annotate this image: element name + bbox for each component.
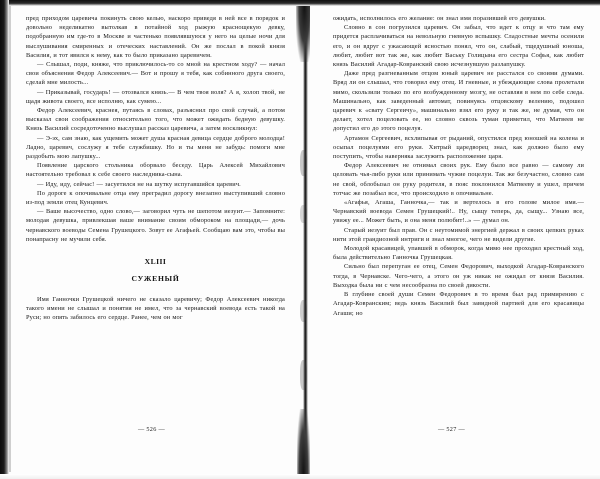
scan-speck [300,205,307,223]
paragraph: Молодой красавицей, упавшей в обморок, когда мимо нее проходил крестный ход, была действительно Ганночка Грушецкая. [333,245,584,262]
paragraph: Сильно был перепуган ее отец, Семен Федорович, выходкой Агадар-Ковранского тогда, в Чернавске. Чего-чего, а этого он уж никак не ожидал от князя Василия. Выходка была ни с чем несообразна по своей дикости. [333,263,584,289]
paragraph: Артамон Сергеевич, всхлипывая от рыданий, опустился пред юношей на колена и осыпал поцелуями его руки. Хитрый царедворец знал, как должно было ему поступить, чтобы наверняка заслужить расположение царя. [333,134,584,161]
left-page-body [26,14,285,244]
scan-speck [300,300,307,322]
paragraph: — Приказывай, государь! — отозвался князь.— В чем твоя воля? А я, холоп твой, не щадя живота своего, все исполню, как сумею... [26,88,285,105]
chapter-title: СУЖЕНЫЙ [131,274,180,284]
right-page [303,0,600,479]
scan-edge-bottom [0,474,600,479]
scan-edge-left [0,0,9,479]
scan-speck [300,360,307,390]
left-page-body-after-chapter [26,295,285,323]
paragraph: ожидать, исполнилось его желание: он знал имя поразившей его девушки. [333,15,546,22]
paragraph: — Иду, иду, сейчас! — засуетился не на шутку испугавшийся царевич. [37,180,241,188]
chapter-number: XLIII [144,257,167,267]
paragraph: Даже пред разгневанным отцом юный царевич не расстался со своими думами. Вряд ли он слышал, что говорил ему отец. И гневные, и убеждающие слова пролетали мимо, скользили только по его возбужденному мозгу, не оставляя в нем по себе следа. Машинально, как заведенный автомат, повинуясь отцовскому велению, подошел царевич к «свату Сергеичу», машинально взял его руку и так же, не думая, что он делает, хотел поцеловать ее, но словно сквозь туман приметил, что Матвеев не допустил его до этого поцелуя. [333,70,584,133]
paragraph: Появление царского стольника оборвало беседу. Царь Алексей Михайлович настоятельно требовал к себе своего наследника-сына. [26,162,285,179]
binding-gutter [303,0,308,479]
binding-shadow-top [296,0,310,62]
paragraph: Федор Алексеевич, краснея, путаясь в словах, разъяснил про свой случай, а потом высказал свои соображения относительно того, что может ожидать бедную девушку. Князь Василий сосредоточенно выслушал рассказ царевича, а затем воскликнул: [26,107,285,133]
page-number-right: — 527 — [438,426,465,433]
paragraph: — Слышал, поди, княже, что приключилось-то со мной на крестном ходу? — начал свои объяснения Федор Алексеевич.— Вот и прошу я тебя, как собинного друга своего, сделай мне милость... [26,61,285,87]
paragraph: По дороге к опочивальне отца ему преградил дорогу внезапно выступивший словно из-под земли отец Кунцевич. [26,189,285,207]
paragraph: пред приходом царевича покинуть свою келью, наскоро приведя в ней все в порядок и довольно неделикатно вытолкав в потайной ход рыжую краснощекую девку, подобранную им где-то в Москве и частенько появлявшуюся у него на целые ночи для выслушивания смиренных и отеческих наставлений. Он же послал в покой князя Василия, и тот явился к нему, как то было приказано царевичем. [26,15,285,59]
right-page-body [333,14,584,318]
scan-speck [300,150,307,176]
paragraph: Федор Алексеевич не отнимал своих рук. Ему было все равно — самому ли целовать чья-либо руки или принимать чужие поцелуи. Так же безучастно, словно сам не свой, облобызал он руку родителя, в пояс поклонился Матвееву и ушел, причем тотчас же позабыл все, что происходило в опочивальне. [333,162,584,197]
paragraph: — Ваше высочество, одно слово,— заговорил чуть не шепотом иезуит.— Запомните: молодая девушка, привлекшая ваше внимание своим обмороком на площади,— дочь чернавского воеводы Семена Грушецкого. Зовут ее Агафьей. Сообщаю вам это, чтобы вы понапрасну не мучили себя. [26,208,285,243]
paragraph: «Агафья, Агаша, Ганночка,— так и вертелось в его голове милое имя.— Чернавский воевода Семен Грушецкий!.. Ну, сыщу теперь, да, сыщу... Узнаю все, увижу ее... Может быть, и она меня полюбит!..» — думал он. [333,199,584,225]
binding-shadow-bottom [297,409,310,479]
paragraph: — Э-эх, сам знаю, как ущемить может душа красная девица сердце доброго молодца! Ладно, царевич, сослужу я тебе службишку. Но и ты меня не забудь: помоги мне раздобыть мою лапушку... [26,134,285,161]
scan-edge-left-inner [9,6,11,472]
scan-edge-top [0,0,600,6]
paragraph: Имя Ганночки Грушецкой ничего не сказало царевичу; Федор Алексеевич никогда такого имени не слышал и понятия не имел, что за чернавский воевода есть такой на Руси; но опять забилось его сердце. Ранее, чем он мог [26,296,285,322]
paragraph: Старый иезуит был прав. Он с неутомимой энергией держал в своих цепких руках нити этой грандиозной интриги и знал многое, чего не видели другие. [333,226,584,243]
paragraph: В глубине своей души Семен Федорович в то время был рад примирению с Агадар-Ковранским; ведь князь Василий был завидной партией для его красавицы Агаши; но [333,291,584,317]
chapter-heading [26,257,285,283]
page-number-left: — 526 — [138,426,165,433]
paragraph: Словно в сон погрузился царевич. Он забыл, что идет к отцу и что там ему придется расплачиваться на невольную гневную вспышку. Сладостные мечты осенили его, и он вдруг с ужасающей ясностью понял, что он, слабый, тщедушный юноша, любит, любит вот так же, как любит Ваську Голицына его сестра Софья, как любит князь Василий Агадар-Ковранский свою исчезнувшую разлапушку. [333,24,584,69]
